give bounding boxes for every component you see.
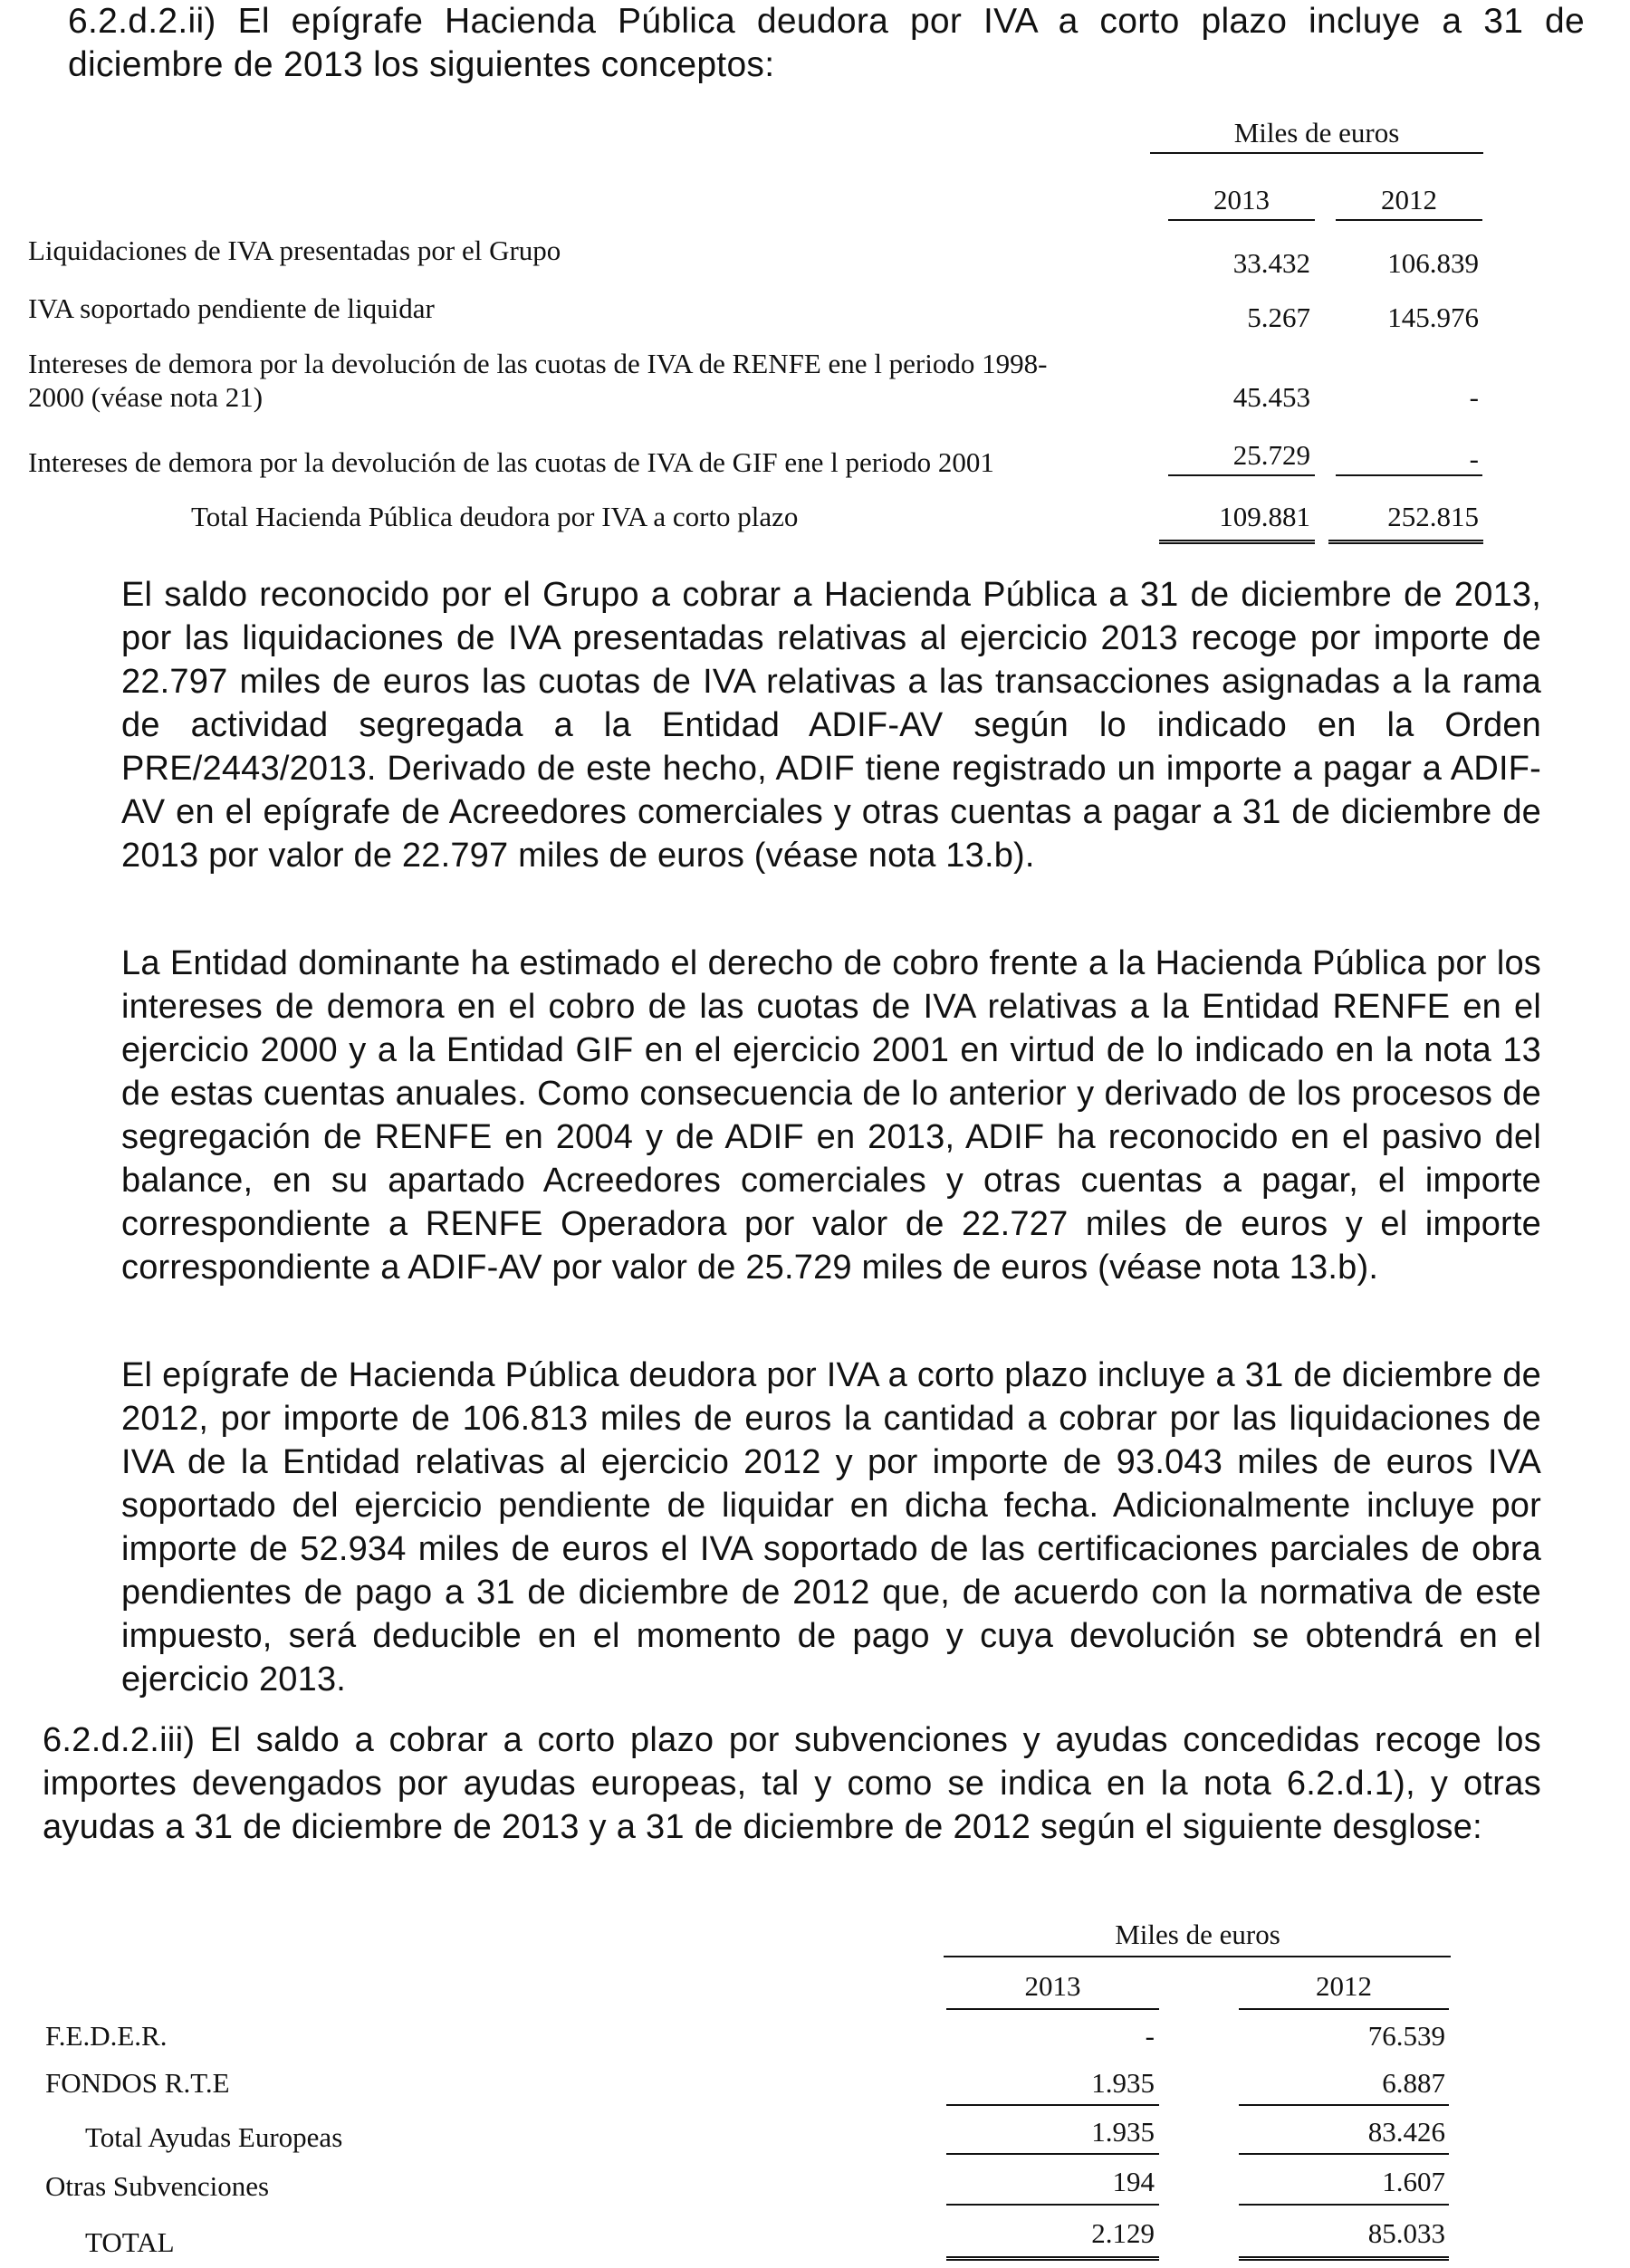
total-double-underline-2012 xyxy=(1239,2256,1449,2261)
row-underline-2012 xyxy=(1239,2204,1449,2206)
total-double-underline-2012 xyxy=(1328,540,1483,544)
column-header-2012: 2012 xyxy=(1316,1970,1372,2002)
column-header-underline-2012 xyxy=(1239,2008,1449,2010)
table-cell-2012: 6.887 xyxy=(1382,2067,1445,2099)
table-cell-2012: - xyxy=(1469,381,1479,413)
row-underline-2012 xyxy=(1239,2104,1449,2106)
table-cell-2013: 25.729 xyxy=(1232,439,1310,471)
table-unit-header: Miles de euros xyxy=(1115,1919,1280,1950)
section-heading-text: El epígrafe Hacienda Pública deudora por IVA a corto plazo incluye a 31 de diciembre de 2013 los siguientes conceptos: xyxy=(68,2,1585,84)
paragraph-saldo-reconocido: El saldo reconocido por el Grupo a cobrar a Hacienda Pública a 31 de diciembre de 2013, por las liquidaciones de IVA presentadas relativas al ejercicio 2013 recoge por importe de 22.797 miles de euros las cuotas de IVA relativas a las transacciones asignadas a la rama de actividad segregada a la Entidad ADIF-AV según lo indicado en la Orden PRE/2443/2013. Derivado de este hecho, ADIF tiene registrado un importe a pagar a ADIF-AV en el epígrafe de Acreedores comerciales y otras cuentas a pagar a 31 de diciembre de 2013 por valor de 22.797 miles de euros (véase nota 13.b). xyxy=(121,576,1541,875)
table-total-label: TOTAL xyxy=(85,2226,175,2258)
table-cell-2012: 76.539 xyxy=(1367,2020,1445,2052)
row-underline-2013 xyxy=(946,2204,1159,2206)
section-heading-subvenciones xyxy=(43,1718,1541,1849)
table-cell-2013: 194 xyxy=(1112,2166,1155,2197)
table-cell-2012: 83.426 xyxy=(1367,2116,1445,2148)
table-row-label: Liquidaciones de IVA presentadas por el Grupo xyxy=(28,234,561,266)
table-cell-2013: 33.432 xyxy=(1232,247,1310,279)
table-cell-2012: 145.976 xyxy=(1387,301,1479,333)
table-total-2012: 252.815 xyxy=(1387,501,1479,532)
subtotal-underline-2012 xyxy=(1336,474,1482,476)
section-heading-text: El saldo a cobrar a corto plazo por subvenciones y ayudas concedidas recoge los importes devengados por ayudas europeas, tal y como se indica en la nota 6.2.d.1), y otras ayudas a 31 de diciembre de 2013 y a 31 de diciembre de 2012 según el siguiente desglose: xyxy=(43,1721,1542,1846)
column-header-underline-2013 xyxy=(946,2008,1159,2010)
table-cell-2013: - xyxy=(1145,2020,1155,2052)
table-cell-2013: 5.267 xyxy=(1247,301,1310,333)
table-row-label: FONDOS R.T.E xyxy=(45,2067,230,2099)
table-cell-2013: 45.453 xyxy=(1232,381,1310,413)
table-row-label: Otras Subvenciones xyxy=(45,2170,270,2202)
table-cell-2012: 1.607 xyxy=(1382,2166,1445,2197)
section-number: 6.2.d.2.ii) xyxy=(68,2,216,41)
total-double-underline-2013 xyxy=(946,2256,1159,2261)
table-row-label: Intereses de demora por la devolución de las cuotas de IVA de RENFE ene l periodo 1998- xyxy=(28,348,1048,379)
subtotal-underline-2013 xyxy=(1168,474,1315,476)
table-total-2012: 85.033 xyxy=(1367,2217,1445,2249)
table-unit-header: Miles de euros xyxy=(1233,117,1400,148)
unit-underline xyxy=(944,1956,1451,1957)
table-row-label: Intereses de demora por la devolución de las cuotas de IVA de GIF ene l periodo 2001 xyxy=(28,446,994,478)
column-header-2013: 2013 xyxy=(1024,1970,1081,2002)
table-total-label: Total Hacienda Pública deudora por IVA a corto plazo xyxy=(191,501,799,532)
table-row-label: IVA soportado pendiente de liquidar xyxy=(28,292,435,324)
column-header-underline-2012 xyxy=(1336,219,1482,221)
row-underline-2013 xyxy=(946,2153,1159,2155)
table-cell-2013: 1.935 xyxy=(1091,2067,1155,2099)
table-total-2013: 2.129 xyxy=(1091,2217,1155,2249)
section-number: 6.2.d.2.iii) xyxy=(43,1721,196,1759)
column-header-underline-2013 xyxy=(1168,219,1315,221)
table-cell-2012: 106.839 xyxy=(1387,247,1479,279)
section-heading-iva xyxy=(68,0,1585,87)
table-row-label: F.E.D.E.R. xyxy=(45,2020,168,2052)
table-total-2013: 109.881 xyxy=(1219,501,1310,532)
table-row-label-continued: 2000 (véase nota 21) xyxy=(28,381,264,413)
unit-underline xyxy=(1150,152,1483,154)
paragraph-epigrafe-2012: El epígrafe de Hacienda Pública deudora por IVA a corto plazo incluye a 31 de diciembre de 2012, por importe de 106.813 miles de euros la cantidad a cobrar por las liquidaciones de IVA de la Entidad relativas al ejercicio 2012 y por importe de 93.043 miles de euros IVA soportado del ejercicio pendiente de liquidar en dicha fecha. Adicionalmente incluye por importe de 52.934 miles de euros el IVA soportado de las certificaciones parciales de obra pendientes de pago a 31 de diciembre de 2012 que, de acuerdo con la normativa de este impuesto, será deducible en el momento de pago y cuya devolución se obtendrá en el ejercicio 2013. xyxy=(121,1356,1541,1699)
table-subtotal-label: Total Ayudas Europeas xyxy=(85,2121,343,2153)
table-cell-2012: - xyxy=(1469,443,1479,474)
row-underline-2013 xyxy=(946,2104,1159,2106)
total-double-underline-2013 xyxy=(1159,540,1315,544)
table-cell-2013: 1.935 xyxy=(1091,2116,1155,2148)
column-header-2013: 2013 xyxy=(1213,184,1270,215)
column-header-2012: 2012 xyxy=(1381,184,1437,215)
row-underline-2012 xyxy=(1239,2153,1449,2155)
paragraph-entidad-dominante: La Entidad dominante ha estimado el derecho de cobro frente a la Hacienda Pública por los intereses de demora en el cobro de las cuotas de IVA relativas a la Entidad RENFE en el ejercicio 2000 y a la Entidad GIF en el ejercicio 2001 en virtud de lo indicado en la nota 13 de estas cuentas anuales. Como consecuencia de lo anterior y derivado de los procesos de segregación de RENFE en 2004 y de ADIF en 2013, ADIF ha reconocido en el pasivo del balance, en su apartado Acreedores comerciales y otras cuentas a pagar, el importe correspondiente a RENFE Operadora por valor de 22.727 miles de euros y el importe correspondiente a ADIF-AV por valor de 25.729 miles de euros (véase nota 13.b). xyxy=(121,944,1541,1287)
